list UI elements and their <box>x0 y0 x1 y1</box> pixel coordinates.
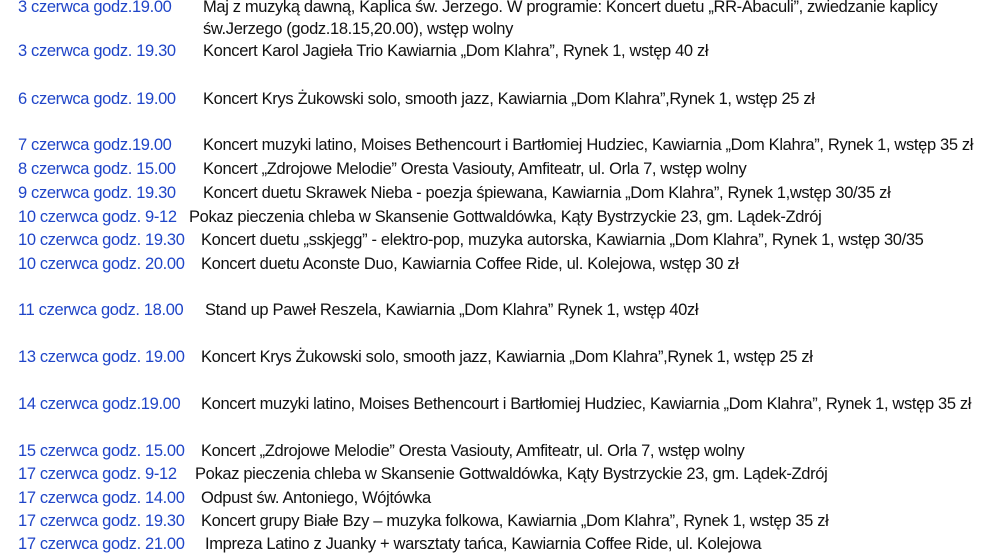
event-description: Koncert muzyki latino, Moises Bethencourt i Bartłomiej Hudziec, Kawiarnia „Dom Klahra”, Rynek 1, wstęp 35 zł <box>203 136 974 154</box>
event-date: 7 czerwca godz.19.00 <box>18 136 172 154</box>
event-description: Impreza Latino z Juanky + warsztaty tańca, Kawiarnia Coffee Ride, ul. Kolejowa <box>205 535 762 553</box>
event-row <box>0 392 990 416</box>
event-row <box>0 228 990 252</box>
event-date: 17 czerwca godz. 14.00 <box>18 489 185 507</box>
event-date: 10 czerwca godz. 19.30 <box>18 231 185 249</box>
event-description: Koncert Krys Żukowski solo, smooth jazz, Kawiarnia „Dom Klahra”,Rynek 1, wstęp 25 zł <box>201 348 813 366</box>
event-date: 6 czerwca godz. 19.00 <box>18 90 176 108</box>
event-date: 17 czerwca godz. 19.30 <box>18 512 185 530</box>
event-row <box>0 486 990 510</box>
event-date: 9 czerwca godz. 19.30 <box>18 184 176 202</box>
event-row <box>0 298 990 322</box>
event-date: 8 czerwca godz. 15.00 <box>18 160 176 178</box>
event-description: Pokaz pieczenia chleba w Skansenie Gottwaldówka, Kąty Bystrzyckie 23, gm. Lądek-Zdrój <box>195 465 828 483</box>
event-description: Maj z muzyką dawną, Kaplica św. Jerzego. W programie: Koncert duetu „RR-Abaculi”, zwiedzanie kaplicy <box>203 0 938 16</box>
event-description: Koncert duetu „sskjegg” - elektro-pop, muzyka autorska, Kawiarnia „Dom Klahra”, Rynek 1, wstęp 30/35 <box>201 231 924 249</box>
event-row <box>0 345 990 369</box>
event-date: 15 czerwca godz. 15.00 <box>18 442 185 460</box>
event-date: 13 czerwca godz. 19.00 <box>18 348 185 366</box>
event-row <box>0 532 990 556</box>
event-row <box>0 87 990 111</box>
event-description: Koncert Krys Żukowski solo, smooth jazz, Kawiarnia „Dom Klahra”,Rynek 1, wstęp 25 zł <box>203 90 815 108</box>
event-row <box>0 181 990 205</box>
event-description: Koncert duetu Aconste Duo, Kawiarnia Coffee Ride, ul. Kolejowa, wstęp 30 zł <box>201 255 739 273</box>
event-date: 10 czerwca godz. 9-12 <box>18 208 177 226</box>
event-date: 10 czerwca godz. 20.00 <box>18 255 185 273</box>
event-row-continuation <box>0 17 990 41</box>
event-description: Pokaz pieczenia chleba w Skansenie Gottwaldówka, Kąty Bystrzyckie 23, gm. Lądek-Zdrój <box>189 208 822 226</box>
event-description: Koncert muzyki latino, Moises Bethencourt i Bartłomiej Hudziec, Kawiarnia „Dom Klahra”, Rynek 1, wstęp 35 zł <box>201 395 972 413</box>
event-date: 3 czerwca godz.19.00 <box>18 0 172 16</box>
event-description: Koncert „Zdrojowe Melodie” Oresta Vasiouty, Amfiteatr, ul. Orla 7, wstęp wolny <box>203 160 747 178</box>
event-date: 17 czerwca godz. 9-12 <box>18 465 177 483</box>
event-row <box>0 252 990 276</box>
event-row <box>0 157 990 181</box>
event-row <box>0 509 990 533</box>
event-row <box>0 39 990 63</box>
event-row <box>0 205 990 229</box>
event-description: Koncert duetu Skrawek Nieba - poezja śpiewana, Kawiarnia „Dom Klahra”, Rynek 1,wstęp 30/35 zł <box>203 184 891 202</box>
event-description: Stand up Paweł Reszela, Kawiarnia „Dom Klahra” Rynek 1, wstęp 40zł <box>205 301 699 319</box>
event-description: Koncert Karol Jagieła Trio Kawiarnia „Dom Klahra”, Rynek 1, wstęp 40 zł <box>203 42 709 60</box>
event-date: 17 czerwca godz. 21.00 <box>18 535 185 553</box>
event-date: 11 czerwca godz. 18.00 <box>18 301 184 319</box>
event-description: Koncert grupy Białe Bzy – muzyka folkowa, Kawiarnia „Dom Klahra”, Rynek 1, wstęp 35 zł <box>201 512 829 530</box>
event-date: 3 czerwca godz. 19.30 <box>18 42 176 60</box>
event-description: Koncert „Zdrojowe Melodie” Oresta Vasiouty, Amfiteatr, ul. Orla 7, wstęp wolny <box>201 442 745 460</box>
event-date: 14 czerwca godz.19.00 <box>18 395 181 413</box>
event-row <box>0 462 990 486</box>
event-description: Odpust św. Antoniego, Wójtówka <box>201 489 431 507</box>
event-description: św.Jerzego (godz.18.15,20.00), wstęp wolny <box>203 20 513 38</box>
event-row <box>0 439 990 463</box>
event-row <box>0 133 990 157</box>
